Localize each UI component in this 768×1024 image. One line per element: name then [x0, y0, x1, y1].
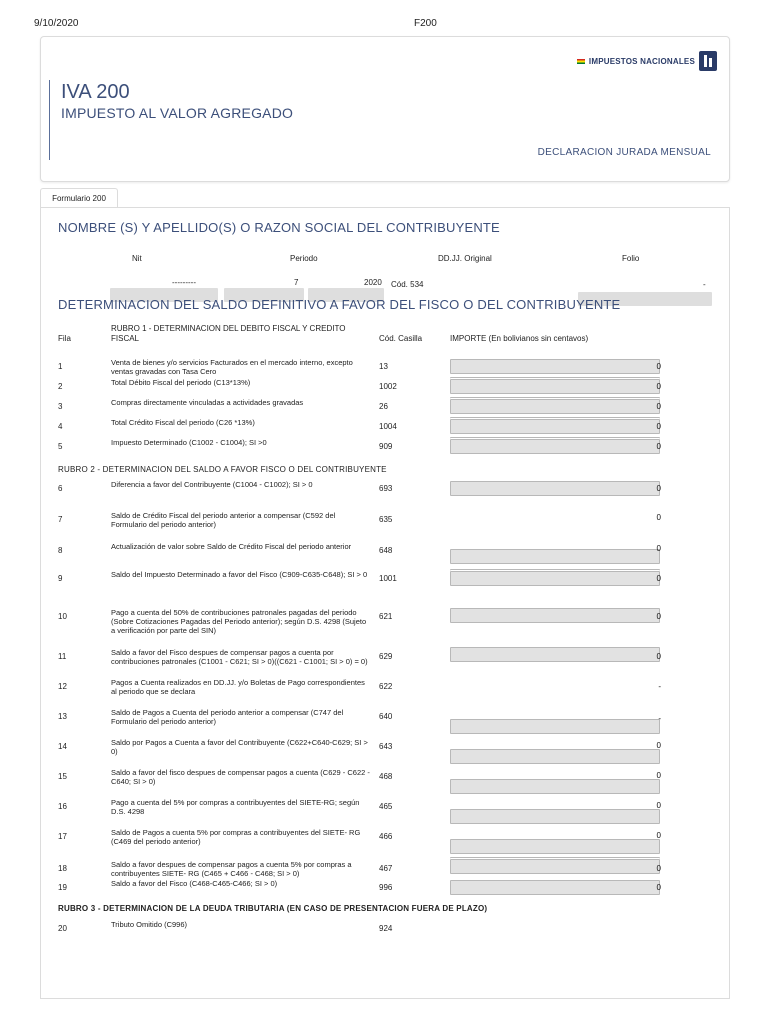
row-fila-number: 16	[58, 802, 67, 811]
row-description: Total Crédito Fiscal del periodo (C26 *13%)	[111, 418, 255, 427]
row-casilla-code: 621	[379, 612, 393, 621]
row-fila-number: 7	[58, 515, 63, 524]
row-fila-number: 11	[58, 652, 67, 661]
row-casilla-code: 466	[379, 832, 393, 841]
logo-mark-icon	[699, 51, 717, 71]
row-description: Saldo de Pagos a cuenta 5% por compras a contribuyentes del SIETE- RG (C469 del periodo anterior)	[111, 828, 361, 846]
row-casilla-code: 622	[379, 682, 393, 691]
col-fila-header: Fila	[58, 334, 71, 343]
importe-value: 0	[656, 574, 661, 583]
ddjj-label: DD.JJ. Original	[438, 254, 492, 263]
row-fila-number: 6	[58, 484, 63, 493]
row-fila-number: 10	[58, 612, 67, 621]
row-description: Diferencia a favor del Contribuyente (C1004 - C1002); SI > 0	[111, 480, 313, 489]
rubro1-header: RUBRO 1 - DETERMINACION DEL DEBITO FISCAL Y CREDITO FISCAL	[111, 324, 346, 343]
importe-value: 0	[656, 544, 661, 553]
row-fila-number: 8	[58, 546, 63, 555]
row-fila-number: 20	[58, 924, 67, 933]
importe-value: -	[658, 682, 661, 691]
importe-value: 0	[656, 801, 661, 810]
logo-text: IMPUESTOS NACIONALES	[588, 56, 695, 66]
importe-value: 0	[656, 382, 661, 391]
importe-value: 0	[656, 864, 661, 873]
importe-input-1004[interactable]	[450, 419, 660, 434]
importe-value: 0	[656, 484, 661, 493]
periodo-label: Periodo	[290, 254, 318, 263]
importe-input-468[interactable]	[450, 779, 660, 794]
row-casilla-code: 1001	[379, 574, 397, 583]
row-description: Pagos a Cuenta realizados en DD.JJ. y/o Boletas de Pago correspondientes al periodo que se declara	[111, 678, 365, 696]
col-cod-header: Cód. Casilla	[379, 334, 423, 343]
row-fila-number: 12	[58, 682, 67, 691]
importe-value: 0	[656, 831, 661, 840]
row-description: Impuesto Determinado (C1002 - C1004); SI >0	[111, 438, 267, 447]
row-description: Saldo del Impuesto Determinado a favor del Fisco (C909-C635-C648); SI > 0	[111, 570, 368, 579]
row-description: Saldo de Crédito Fiscal del periodo anterior a compensar (C592 del Formulario del periodo anterior)	[111, 511, 336, 529]
row-casilla-code: 640	[379, 712, 393, 721]
periodo-year-value: 2020	[364, 278, 382, 287]
importe-input-909[interactable]	[450, 439, 660, 454]
row-description: Saldo a favor despues de compensar pagos a cuenta 5% por compras a contribuyentes SIETE- RG (C465 + C466 - C468; SI > 0)	[111, 860, 352, 878]
importe-value: 0	[656, 362, 661, 371]
importe-input-693[interactable]	[450, 481, 660, 496]
col-importe-header: IMPORTE (En bolivianos sin centavos)	[450, 334, 589, 343]
row-casilla-code: 996	[379, 883, 393, 892]
row-casilla-code: 26	[379, 402, 388, 411]
row-fila-number: 1	[58, 362, 63, 371]
importe-input-467[interactable]	[450, 859, 660, 874]
row-description: Pago a cuenta del 5% por compras a contribuyentes del SIETE-RG; según D.S. 4298	[111, 798, 360, 816]
row-casilla-code: 629	[379, 652, 393, 661]
importe-input-13[interactable]	[450, 359, 660, 374]
row-casilla-code: 648	[379, 546, 393, 555]
importe-value: 0	[656, 612, 661, 621]
importe-input-1001[interactable]	[450, 571, 660, 586]
importe-input-1002[interactable]	[450, 379, 660, 394]
importe-value: 0	[656, 652, 661, 661]
nit-value: ---------	[172, 278, 196, 287]
row-description: Actualización de valor sobre Saldo de Crédito Fiscal del periodo anterior	[111, 542, 352, 551]
row-casilla-code: 467	[379, 864, 393, 873]
importe-value: 0	[656, 422, 661, 431]
importe-input-465[interactable]	[450, 809, 660, 824]
row-fila-number: 14	[58, 742, 67, 751]
importe-value: 0	[656, 442, 661, 451]
folio-label: Folio	[622, 254, 640, 263]
row-fila-number: 18	[58, 864, 67, 873]
rubro3-header: RUBRO 3 - DETERMINACION DE LA DEUDA TRIBUTARIA (EN CASO DE PRESENTACION FUERA DE PLAZO)	[58, 904, 488, 913]
cod-534-value: -	[703, 280, 706, 289]
print-form-name: F200	[414, 18, 437, 29]
importe-value: 0	[656, 883, 661, 892]
importe-input-643[interactable]	[450, 749, 660, 764]
row-description: Compras directamente vinculadas a actividades gravadas	[111, 398, 304, 407]
row-description: Saldo a favor del fisco despues de compensar pagos a cuenta (C629 - C622 - C640; SI > 0)	[111, 768, 370, 786]
row-casilla-code: 924	[379, 924, 393, 933]
importe-input-629[interactable]	[450, 647, 660, 662]
determination-section-title: DETERMINACION DEL SALDO DEFINITIVO A FAVOR DEL FISCO O DEL CONTRIBUYENTE	[58, 297, 621, 312]
bolivia-flag-icon	[577, 59, 585, 64]
row-casilla-code: 13	[379, 362, 388, 371]
importe-input-466[interactable]	[450, 839, 660, 854]
row-fila-number: 9	[58, 574, 63, 583]
tab-formulario-200[interactable]: Formulario 200	[40, 188, 118, 208]
periodo-month-value: 7	[294, 278, 299, 287]
row-description: Pago a cuenta del 50% de contribuciones patronales pagadas del periodo (Sobre Cotizaciones Pagadas del Periodo anterior); según D.S. 4298 (Sujeto a verificación por parte del SIN)	[111, 608, 367, 635]
row-description: Saldo a favor del Fisco (C468-C465-C466; SI > 0)	[111, 879, 278, 888]
row-fila-number: 2	[58, 382, 63, 391]
row-casilla-code: 465	[379, 802, 393, 811]
form-header-card	[40, 36, 730, 182]
nit-label: Nit	[132, 254, 142, 263]
row-description: Saldo de Pagos a Cuenta del periodo anterior a compensar (C747 del Formulario del periodo anterior)	[111, 708, 344, 726]
row-casilla-code: 1004	[379, 422, 397, 431]
row-fila-number: 5	[58, 442, 63, 451]
title-accent-line	[49, 80, 50, 160]
importe-input-640[interactable]	[450, 719, 660, 734]
declaration-type: DECLARACION JURADA MENSUAL	[537, 147, 711, 158]
importe-input-621[interactable]	[450, 608, 660, 623]
form-title: IVA 200	[61, 81, 130, 103]
print-date: 9/10/2020	[34, 18, 79, 29]
row-casilla-code: 909	[379, 442, 393, 451]
row-fila-number: 15	[58, 772, 67, 781]
row-fila-number: 17	[58, 832, 67, 841]
cod-534-label: Cód. 534	[391, 280, 424, 289]
row-casilla-code: 635	[379, 515, 393, 524]
form-subtitle: IMPUESTO AL VALOR AGREGADO	[61, 105, 294, 121]
row-casilla-code: 693	[379, 484, 393, 493]
importe-input-648[interactable]	[450, 549, 660, 564]
row-fila-number: 13	[58, 712, 67, 721]
importe-value: -	[658, 714, 661, 723]
row-description: Saldo por Pagos a Cuenta a favor del Contribuyente (C622+C640-C629; SI > 0)	[111, 738, 368, 756]
row-fila-number: 19	[58, 883, 67, 892]
importe-input-996[interactable]	[450, 880, 660, 895]
importe-value: 0	[656, 402, 661, 411]
row-description: Venta de bienes y/o servicios Facturados en el mercado interno, excepto ventas gravadas con Tasa Cero	[111, 358, 353, 376]
row-casilla-code: 1002	[379, 382, 397, 391]
taxpayer-section-title: NOMBRE (S) Y APELLIDO(S) O RAZON SOCIAL DEL CONTRIBUYENTE	[58, 220, 500, 235]
row-description: Total Débito Fiscal del periodo (C13*13%)	[111, 378, 251, 387]
row-casilla-code: 643	[379, 742, 393, 751]
importe-value: 0	[656, 771, 661, 780]
row-casilla-code: 468	[379, 772, 393, 781]
row-fila-number: 4	[58, 422, 63, 431]
impuestos-nacionales-logo	[577, 51, 717, 71]
row-description: Tributo Omitido (C996)	[111, 920, 187, 929]
row-fila-number: 3	[58, 402, 63, 411]
row-description: Saldo a favor del Fisco despues de compensar pagos a cuenta por contribuciones patronales (C1001 - C621; SI > 0)((C621 - C1001; SI > 0) = 0)	[111, 648, 368, 666]
rubro2-header: RUBRO 2 - DETERMINACION DEL SALDO A FAVOR FISCO O DEL CONTRIBUYENTE	[58, 465, 387, 474]
importe-value: 0	[656, 513, 661, 522]
importe-value: 0	[656, 741, 661, 750]
importe-input-26[interactable]	[450, 399, 660, 414]
